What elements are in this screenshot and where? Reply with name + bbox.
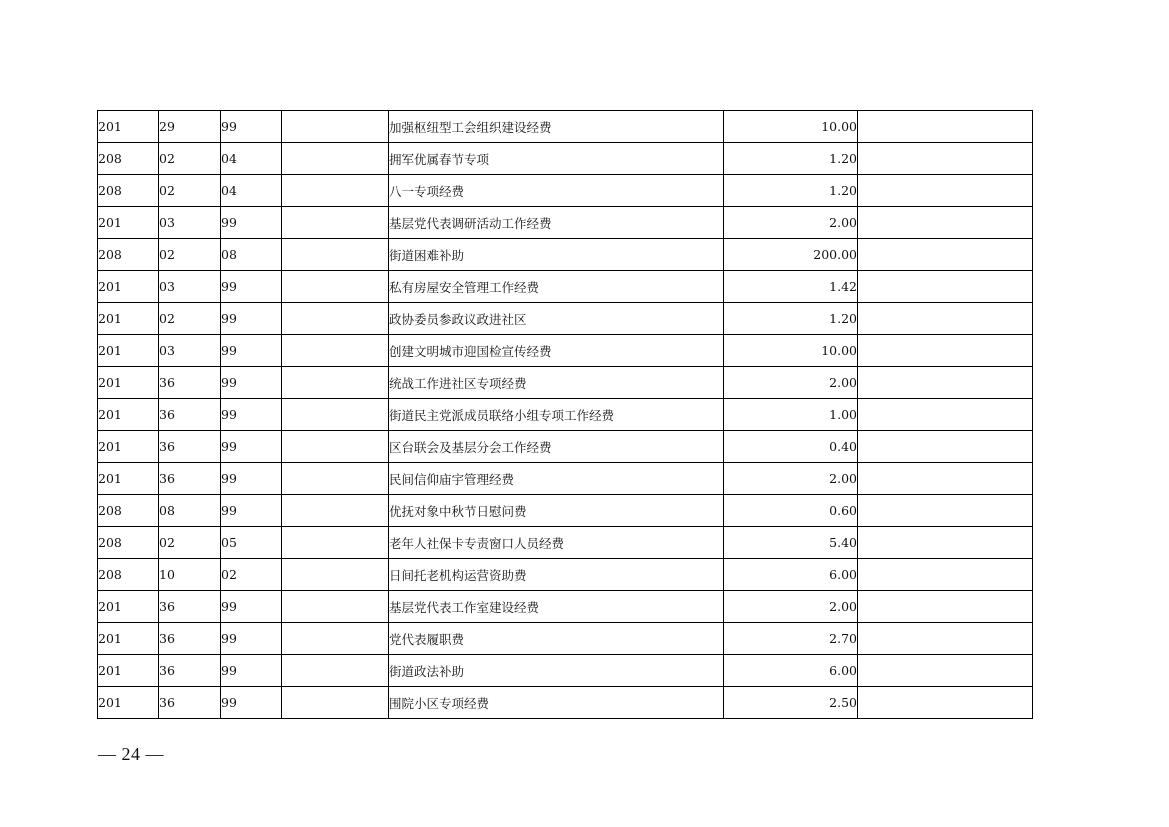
project-name-cell: 基层党代表调研活动工作经费 bbox=[389, 207, 724, 239]
blank-cell bbox=[282, 687, 389, 719]
class-code-cell: 201 bbox=[98, 399, 159, 431]
subitem-code-cell: 05 bbox=[221, 527, 282, 559]
amount-cell: 2.00 bbox=[724, 207, 858, 239]
class-code-cell: 201 bbox=[98, 463, 159, 495]
table-body bbox=[98, 111, 1033, 719]
item-code-cell: 02 bbox=[159, 303, 221, 335]
blank-cell bbox=[282, 431, 389, 463]
item-code-cell: 36 bbox=[159, 687, 221, 719]
subitem-code-cell: 99 bbox=[221, 271, 282, 303]
amount-cell: 2.00 bbox=[724, 591, 858, 623]
subitem-code-cell: 99 bbox=[221, 399, 282, 431]
item-code-cell: 36 bbox=[159, 431, 221, 463]
table-row bbox=[98, 143, 1033, 175]
page-number: — 24 — bbox=[98, 744, 164, 764]
table-row bbox=[98, 175, 1033, 207]
table-row bbox=[98, 367, 1033, 399]
table-row bbox=[98, 527, 1033, 559]
blank-cell bbox=[282, 367, 389, 399]
class-code-cell: 201 bbox=[98, 335, 159, 367]
subitem-code-cell: 99 bbox=[221, 591, 282, 623]
class-code-cell: 208 bbox=[98, 495, 159, 527]
item-code-cell: 02 bbox=[159, 239, 221, 271]
note-cell bbox=[858, 271, 1033, 303]
note-cell bbox=[858, 207, 1033, 239]
subitem-code-cell: 99 bbox=[221, 623, 282, 655]
note-cell bbox=[858, 175, 1033, 207]
subitem-code-cell: 99 bbox=[221, 303, 282, 335]
amount-cell: 2.00 bbox=[724, 463, 858, 495]
subitem-code-cell: 99 bbox=[221, 495, 282, 527]
item-code-cell: 03 bbox=[159, 207, 221, 239]
project-name-cell: 老年人社保卡专责窗口人员经费 bbox=[389, 527, 724, 559]
class-code-cell: 201 bbox=[98, 431, 159, 463]
amount-cell: 5.40 bbox=[724, 527, 858, 559]
table-row bbox=[98, 687, 1033, 719]
note-cell bbox=[858, 367, 1033, 399]
amount-cell: 2.50 bbox=[724, 687, 858, 719]
amount-cell: 2.00 bbox=[724, 367, 858, 399]
note-cell bbox=[858, 687, 1033, 719]
amount-cell: 6.00 bbox=[724, 655, 858, 687]
subitem-code-cell: 99 bbox=[221, 111, 282, 143]
item-code-cell: 08 bbox=[159, 495, 221, 527]
subitem-code-cell: 02 bbox=[221, 559, 282, 591]
table-row bbox=[98, 463, 1033, 495]
item-code-cell: 36 bbox=[159, 591, 221, 623]
table-row bbox=[98, 431, 1033, 463]
table-row bbox=[98, 623, 1033, 655]
class-code-cell: 201 bbox=[98, 687, 159, 719]
blank-cell bbox=[282, 495, 389, 527]
blank-cell bbox=[282, 559, 389, 591]
note-cell bbox=[858, 655, 1033, 687]
note-cell bbox=[858, 399, 1033, 431]
blank-cell bbox=[282, 271, 389, 303]
blank-cell bbox=[282, 623, 389, 655]
class-code-cell: 201 bbox=[98, 207, 159, 239]
blank-cell bbox=[282, 399, 389, 431]
item-code-cell: 36 bbox=[159, 623, 221, 655]
project-name-cell: 拥军优属春节专项 bbox=[389, 143, 724, 175]
table-row bbox=[98, 303, 1033, 335]
project-name-cell: 创建文明城市迎国检宣传经费 bbox=[389, 335, 724, 367]
class-code-cell: 208 bbox=[98, 527, 159, 559]
table-row bbox=[98, 399, 1033, 431]
project-name-cell: 统战工作进社区专项经费 bbox=[389, 367, 724, 399]
class-code-cell: 208 bbox=[98, 239, 159, 271]
subitem-code-cell: 04 bbox=[221, 175, 282, 207]
subitem-code-cell: 99 bbox=[221, 687, 282, 719]
class-code-cell: 201 bbox=[98, 655, 159, 687]
note-cell bbox=[858, 527, 1033, 559]
item-code-cell: 10 bbox=[159, 559, 221, 591]
blank-cell bbox=[282, 591, 389, 623]
amount-cell: 1.20 bbox=[724, 303, 858, 335]
item-code-cell: 36 bbox=[159, 463, 221, 495]
item-code-cell: 03 bbox=[159, 335, 221, 367]
note-cell bbox=[858, 143, 1033, 175]
item-code-cell: 29 bbox=[159, 111, 221, 143]
note-cell bbox=[858, 335, 1033, 367]
amount-cell: 0.60 bbox=[724, 495, 858, 527]
blank-cell bbox=[282, 463, 389, 495]
amount-cell: 6.00 bbox=[724, 559, 858, 591]
blank-cell bbox=[282, 143, 389, 175]
note-cell bbox=[858, 111, 1033, 143]
table-row bbox=[98, 591, 1033, 623]
budget-table bbox=[97, 110, 1033, 719]
project-name-cell: 日间托老机构运营资助费 bbox=[389, 559, 724, 591]
amount-cell: 1.42 bbox=[724, 271, 858, 303]
blank-cell bbox=[282, 303, 389, 335]
note-cell bbox=[858, 463, 1033, 495]
table-row bbox=[98, 655, 1033, 687]
class-code-cell: 201 bbox=[98, 111, 159, 143]
amount-cell: 1.00 bbox=[724, 399, 858, 431]
note-cell bbox=[858, 431, 1033, 463]
project-name-cell: 优抚对象中秋节日慰问费 bbox=[389, 495, 724, 527]
project-name-cell: 街道困难补助 bbox=[389, 239, 724, 271]
project-name-cell: 民间信仰庙宇管理经费 bbox=[389, 463, 724, 495]
blank-cell bbox=[282, 527, 389, 559]
project-name-cell: 基层党代表工作室建设经费 bbox=[389, 591, 724, 623]
class-code-cell: 201 bbox=[98, 591, 159, 623]
table-row bbox=[98, 207, 1033, 239]
note-cell bbox=[858, 495, 1033, 527]
blank-cell bbox=[282, 335, 389, 367]
project-name-cell: 区台联会及基层分会工作经费 bbox=[389, 431, 724, 463]
note-cell bbox=[858, 303, 1033, 335]
project-name-cell: 围院小区专项经费 bbox=[389, 687, 724, 719]
note-cell bbox=[858, 559, 1033, 591]
class-code-cell: 201 bbox=[98, 303, 159, 335]
project-name-cell: 八一专项经费 bbox=[389, 175, 724, 207]
subitem-code-cell: 99 bbox=[221, 367, 282, 399]
amount-cell: 200.00 bbox=[724, 239, 858, 271]
project-name-cell: 街道民主党派成员联络小组专项工作经费 bbox=[389, 399, 724, 431]
amount-cell: 1.20 bbox=[724, 175, 858, 207]
subitem-code-cell: 08 bbox=[221, 239, 282, 271]
item-code-cell: 36 bbox=[159, 655, 221, 687]
table-row bbox=[98, 559, 1033, 591]
class-code-cell: 208 bbox=[98, 559, 159, 591]
amount-cell: 10.00 bbox=[724, 335, 858, 367]
blank-cell bbox=[282, 655, 389, 687]
class-code-cell: 201 bbox=[98, 367, 159, 399]
subitem-code-cell: 99 bbox=[221, 655, 282, 687]
table-row bbox=[98, 111, 1033, 143]
project-name-cell: 党代表履职费 bbox=[389, 623, 724, 655]
amount-cell: 2.70 bbox=[724, 623, 858, 655]
table-row bbox=[98, 335, 1033, 367]
blank-cell bbox=[282, 207, 389, 239]
amount-cell: 10.00 bbox=[724, 111, 858, 143]
class-code-cell: 201 bbox=[98, 271, 159, 303]
blank-cell bbox=[282, 175, 389, 207]
table-row bbox=[98, 271, 1033, 303]
blank-cell bbox=[282, 239, 389, 271]
item-code-cell: 02 bbox=[159, 143, 221, 175]
item-code-cell: 03 bbox=[159, 271, 221, 303]
note-cell bbox=[858, 591, 1033, 623]
item-code-cell: 36 bbox=[159, 367, 221, 399]
subitem-code-cell: 99 bbox=[221, 431, 282, 463]
class-code-cell: 201 bbox=[98, 623, 159, 655]
project-name-cell: 政协委员参政议政进社区 bbox=[389, 303, 724, 335]
table-row bbox=[98, 495, 1033, 527]
subitem-code-cell: 04 bbox=[221, 143, 282, 175]
subitem-code-cell: 99 bbox=[221, 335, 282, 367]
subitem-code-cell: 99 bbox=[221, 207, 282, 239]
amount-cell: 1.20 bbox=[724, 143, 858, 175]
note-cell bbox=[858, 239, 1033, 271]
amount-cell: 0.40 bbox=[724, 431, 858, 463]
project-name-cell: 街道政法补助 bbox=[389, 655, 724, 687]
class-code-cell: 208 bbox=[98, 143, 159, 175]
class-code-cell: 208 bbox=[98, 175, 159, 207]
item-code-cell: 36 bbox=[159, 399, 221, 431]
note-cell bbox=[858, 623, 1033, 655]
project-name-cell: 私有房屋安全管理工作经费 bbox=[389, 271, 724, 303]
table-row bbox=[98, 239, 1033, 271]
item-code-cell: 02 bbox=[159, 527, 221, 559]
blank-cell bbox=[282, 111, 389, 143]
item-code-cell: 02 bbox=[159, 175, 221, 207]
subitem-code-cell: 99 bbox=[221, 463, 282, 495]
project-name-cell: 加强枢纽型工会组织建设经费 bbox=[389, 111, 724, 143]
